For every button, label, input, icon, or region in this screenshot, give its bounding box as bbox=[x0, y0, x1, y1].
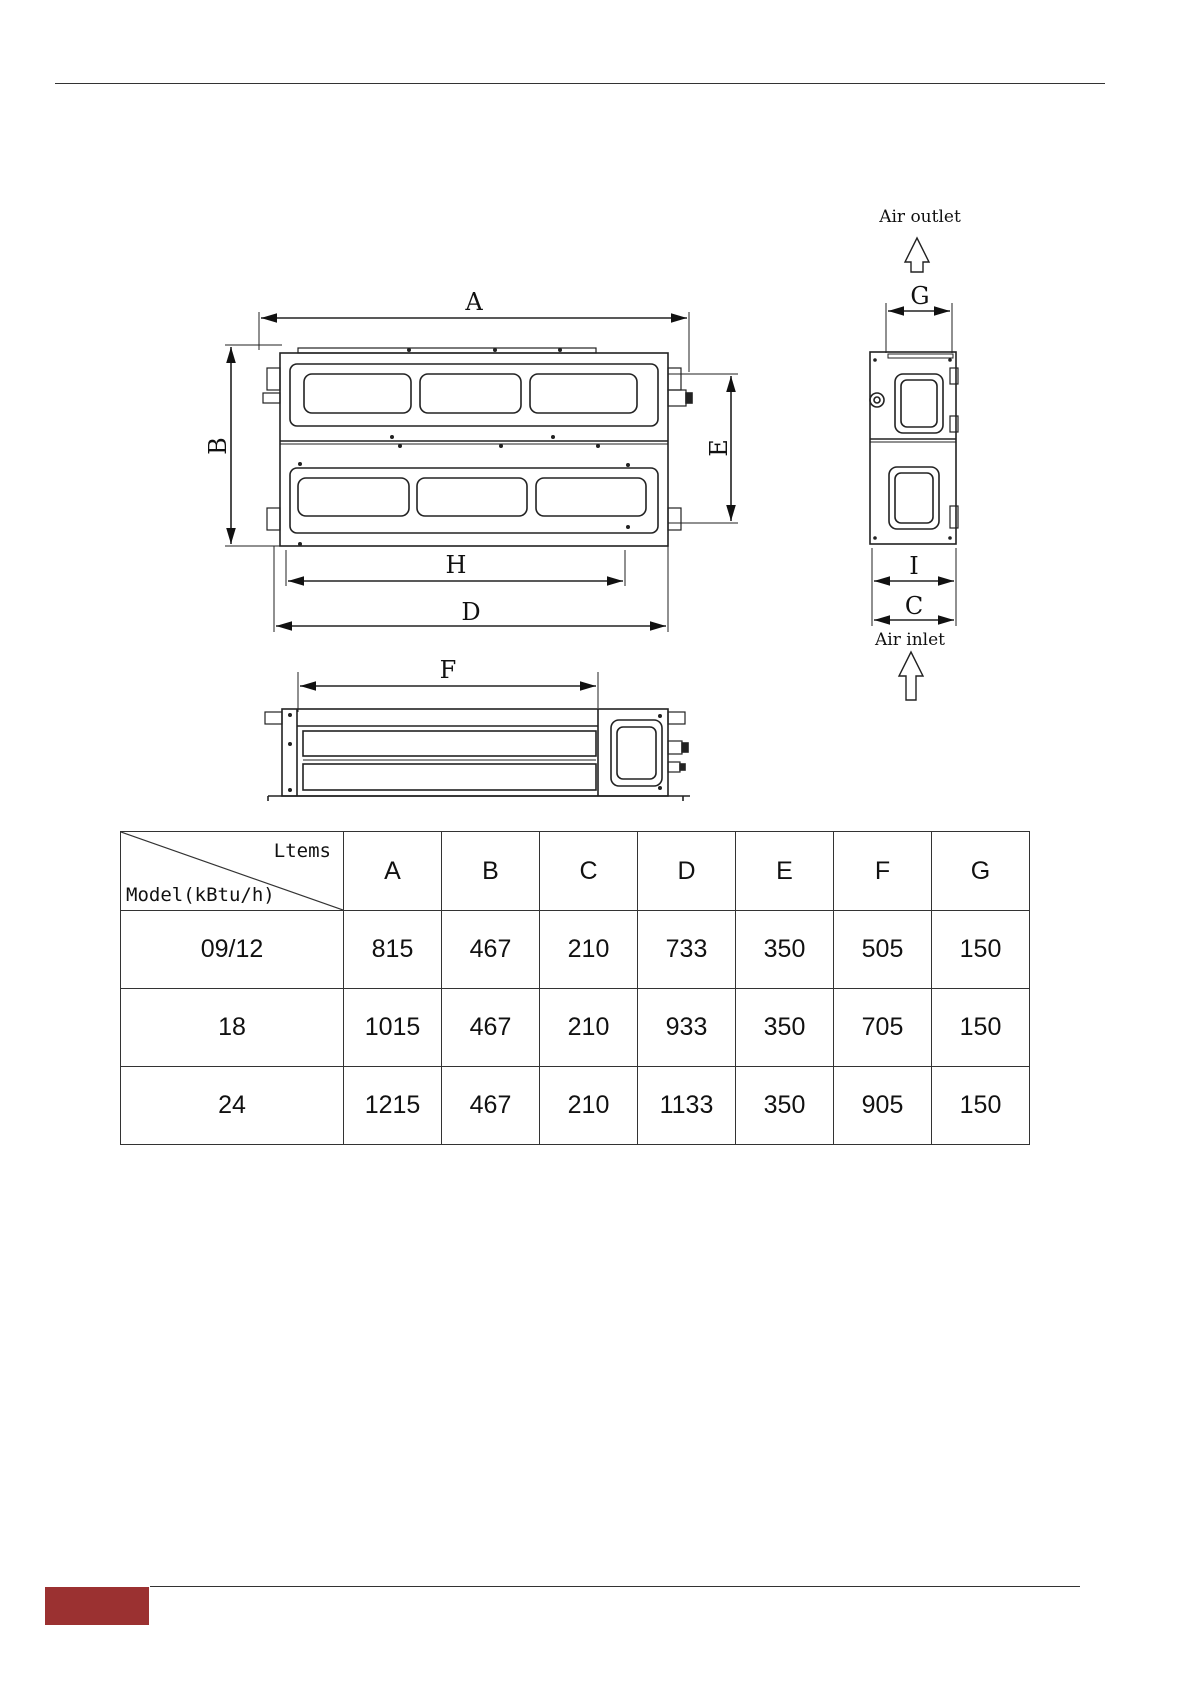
value-cell: 905 bbox=[834, 1067, 932, 1145]
value-cell: 1133 bbox=[638, 1067, 736, 1145]
dim-label-I: I bbox=[909, 552, 919, 580]
column-header: F bbox=[834, 832, 932, 911]
value-cell: 210 bbox=[540, 911, 638, 989]
value-cell: 210 bbox=[540, 989, 638, 1067]
column-header: B bbox=[442, 832, 540, 911]
table-corner-cell bbox=[121, 832, 344, 911]
dimension-table bbox=[120, 831, 1030, 1145]
column-header: C bbox=[540, 832, 638, 911]
dim-label-D: D bbox=[461, 598, 481, 626]
header-model-label: Model(kBtu/h) bbox=[126, 884, 275, 906]
value-cell: 505 bbox=[834, 911, 932, 989]
value-cell: 733 bbox=[638, 911, 736, 989]
dim-label-A: A bbox=[465, 288, 483, 316]
value-cell: 1015 bbox=[344, 989, 442, 1067]
value-cell: 705 bbox=[834, 989, 932, 1067]
dim-label-H: H bbox=[445, 551, 467, 579]
value-cell: 467 bbox=[442, 1067, 540, 1145]
header-items-label: Ltems bbox=[273, 840, 331, 862]
dim-label-B: B bbox=[204, 437, 232, 455]
value-cell: 933 bbox=[638, 989, 736, 1067]
dim-label-G: G bbox=[910, 282, 930, 310]
column-header: A bbox=[344, 832, 442, 911]
footer-rule bbox=[150, 1586, 1080, 1587]
model-cell: 09/12 bbox=[121, 911, 344, 989]
value-cell: 350 bbox=[736, 1067, 834, 1145]
column-header: G bbox=[932, 832, 1030, 911]
unit-dimension-drawing bbox=[0, 0, 1191, 820]
footer-accent-block bbox=[45, 1587, 149, 1625]
column-header: E bbox=[736, 832, 834, 911]
dim-label-C: C bbox=[904, 592, 924, 620]
bottom-view bbox=[265, 672, 690, 801]
value-cell: 210 bbox=[540, 1067, 638, 1145]
value-cell: 1215 bbox=[344, 1067, 442, 1145]
dim-label-E: E bbox=[705, 439, 733, 457]
front-view bbox=[225, 312, 738, 632]
dim-label-F: F bbox=[439, 656, 457, 684]
value-cell: 467 bbox=[442, 989, 540, 1067]
value-cell: 350 bbox=[736, 911, 834, 989]
value-cell: 150 bbox=[932, 911, 1030, 989]
table-row bbox=[121, 1067, 1030, 1145]
model-cell: 24 bbox=[121, 1067, 344, 1145]
air-inlet-label: Air inlet bbox=[875, 630, 945, 650]
air-outlet-label: Air outlet bbox=[879, 207, 961, 227]
side-view-screws bbox=[873, 358, 952, 540]
bottom-view-screws bbox=[288, 713, 662, 792]
value-cell: 467 bbox=[442, 911, 540, 989]
table-row bbox=[121, 911, 1030, 989]
value-cell: 350 bbox=[736, 989, 834, 1067]
column-header: D bbox=[638, 832, 736, 911]
value-cell: 815 bbox=[344, 911, 442, 989]
value-cell: 150 bbox=[932, 1067, 1030, 1145]
model-cell: 18 bbox=[121, 989, 344, 1067]
table-row bbox=[121, 989, 1030, 1067]
value-cell: 150 bbox=[932, 989, 1030, 1067]
table-header-row bbox=[121, 832, 1030, 911]
